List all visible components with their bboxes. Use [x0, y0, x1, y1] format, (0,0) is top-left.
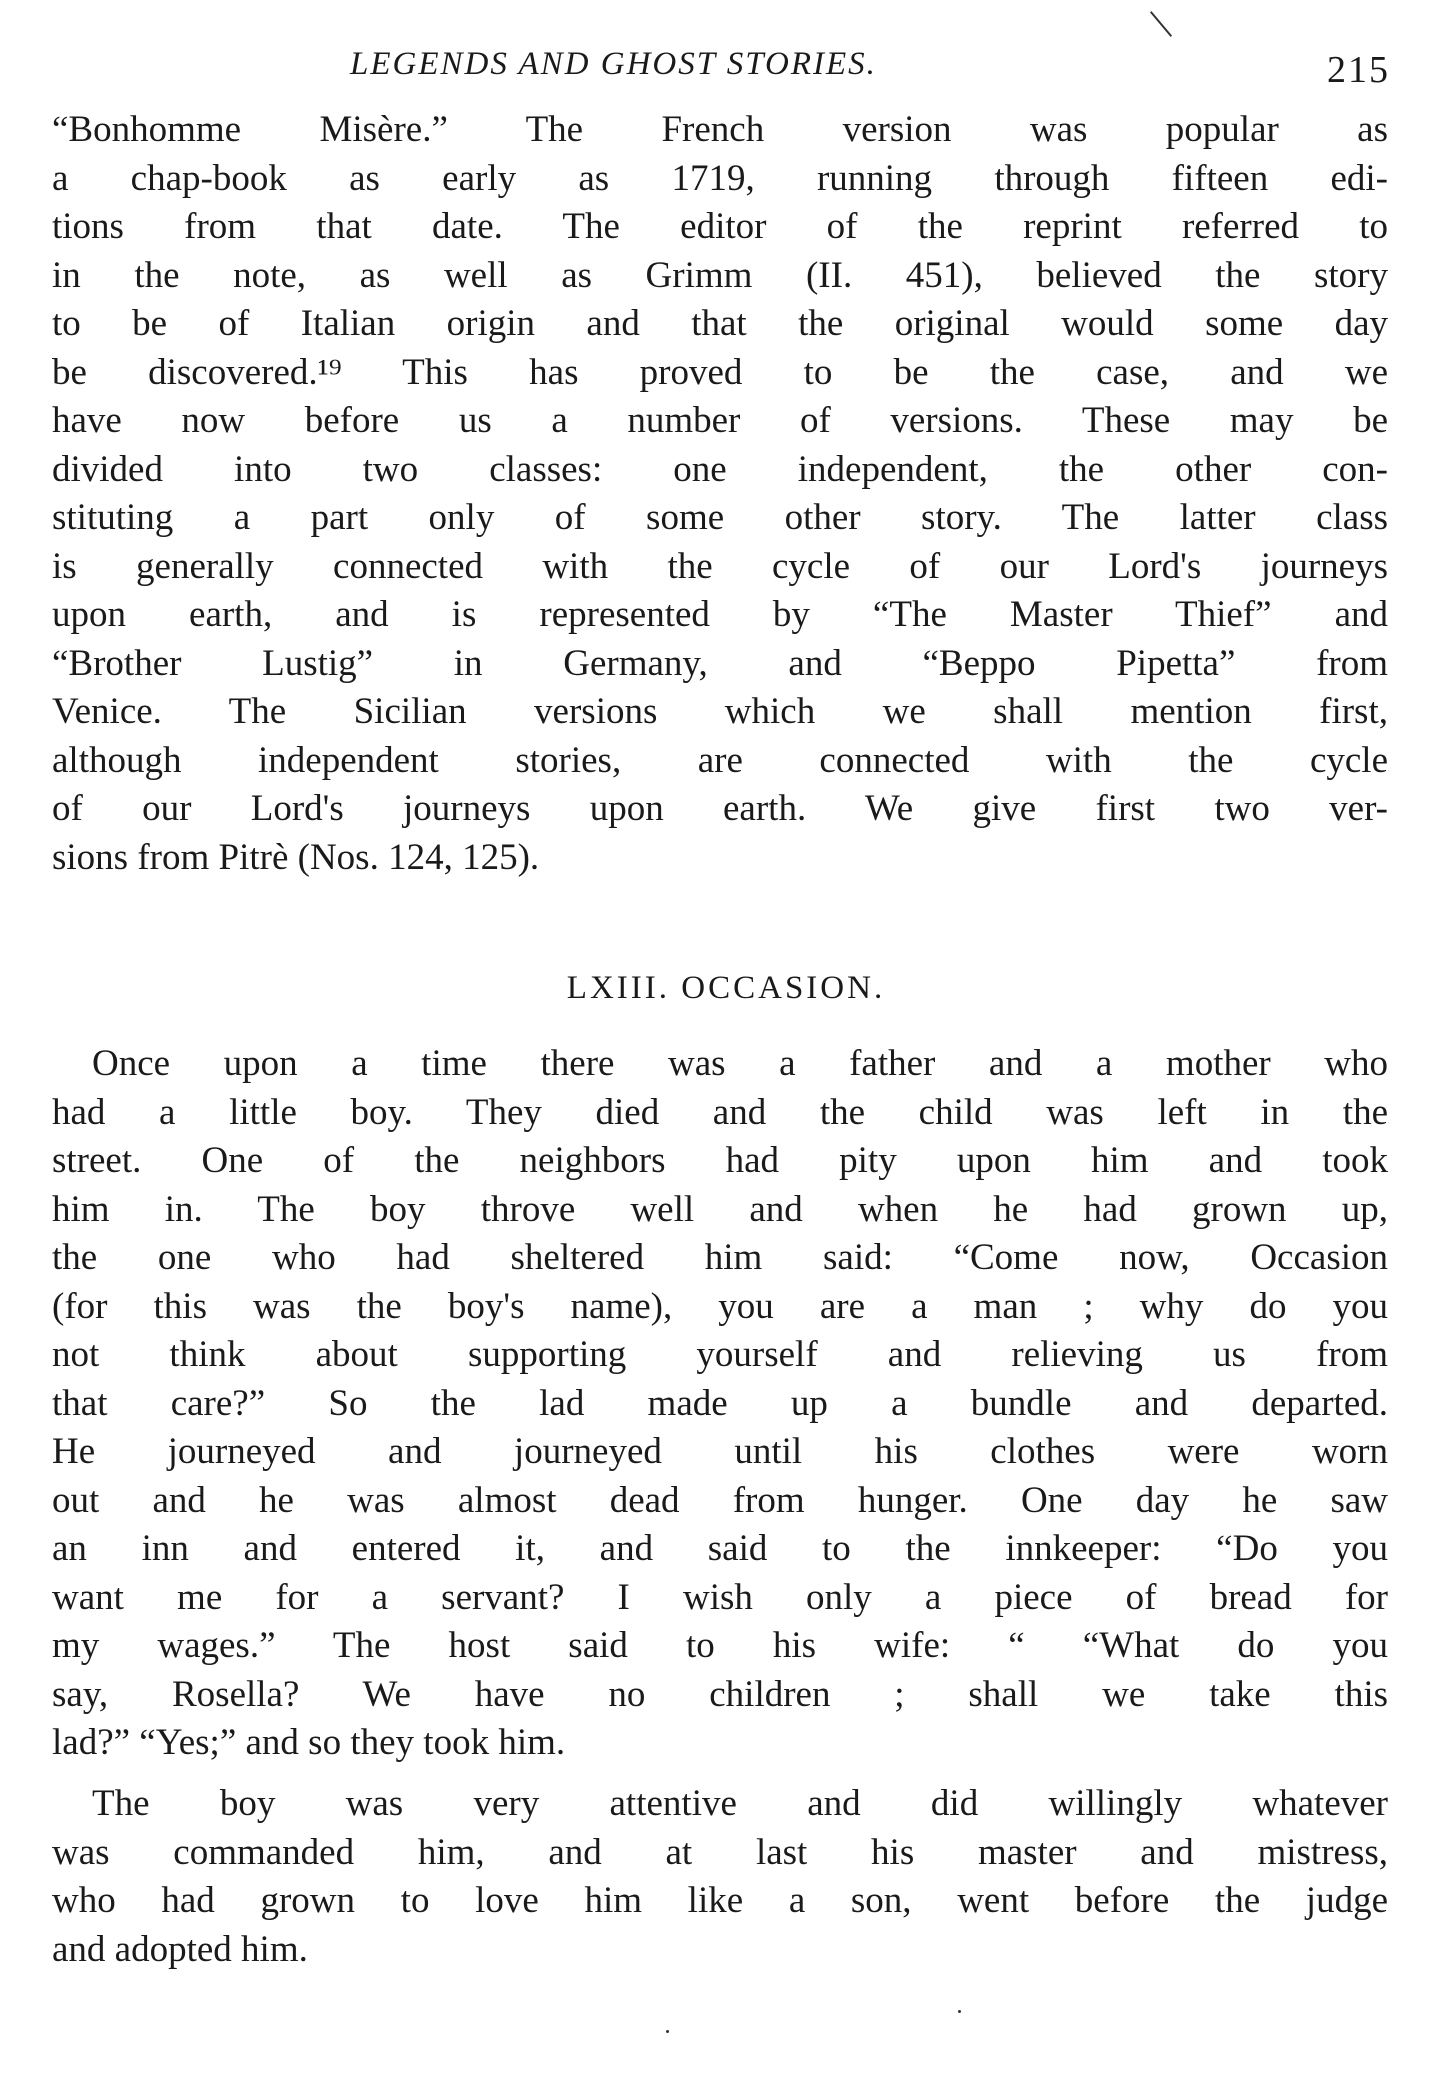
text-line: “Brother Lustig” in Germany, and “Beppo Pipetta” from	[52, 642, 1388, 684]
text-line: had a little boy. They died and the child was left in the	[52, 1091, 1388, 1133]
text-line: He journeyed and journeyed until his clothes were worn	[52, 1431, 1388, 1472]
text-line: divided into two classes: one independent, the other con-	[52, 448, 1388, 490]
text-line: out and he was almost dead from hunger. One day he saw	[52, 1479, 1388, 1521]
stray-mark	[958, 2010, 961, 2013]
running-title: LEGENDS AND GHOST STORIES.	[350, 46, 877, 82]
running-header	[50, 40, 1390, 100]
stray-mark	[1150, 11, 1172, 37]
text-line: sions from Pitrè (Nos. 124, 125).	[52, 836, 540, 878]
text-line: a chap-book as early as 1719, running through fifteen edi-	[52, 157, 1388, 199]
text-line: not think about supporting yourself and relieving us from	[52, 1334, 1388, 1375]
text-line: tions from that date. The editor of the reprint referred to	[52, 206, 1388, 247]
text-line: “Bonhomme Misère.” The French version was popular as	[52, 109, 1388, 150]
text-line: upon earth, and is represented by “The Master Thief” and	[52, 594, 1388, 635]
text-line: is generally connected with the cycle of our Lord's journeys	[52, 545, 1388, 587]
text-line: be discovered.¹⁹ This has proved to be the case, and we	[52, 351, 1388, 393]
story-paragraph-1	[52, 1040, 1388, 1768]
page-number: 215	[1327, 49, 1390, 91]
text-line: street. One of the neighbors had pity upon him and took	[52, 1140, 1388, 1181]
text-line: the one who had sheltered him said: “Come now, Occasion	[52, 1237, 1388, 1278]
text-line: of our Lord's journeys upon earth. We give first two ver-	[52, 788, 1388, 829]
text-line: stituting a part only of some other story. The latter class	[52, 497, 1388, 538]
text-line: although independent stories, are connected with the cycle	[52, 739, 1388, 781]
text-line: (for this was the boy's name), you are a man ; why do you	[52, 1285, 1388, 1327]
text-line: to be of Italian origin and that the original would some day	[52, 303, 1388, 344]
intro-paragraph	[52, 106, 1388, 882]
text-line: my wages.” The host said to his wife: “ “What do you	[52, 1625, 1388, 1666]
text-line: have now before us a number of versions. These may be	[52, 400, 1388, 441]
text-line: him in. The boy throve well and when he had grown up,	[52, 1188, 1388, 1230]
text-line: say, Rosella? We have no children ; shall we take this	[52, 1673, 1388, 1715]
stray-mark	[666, 2030, 669, 2033]
section-heading: LXIII. OCCASION.	[566, 970, 886, 1006]
text-line: an inn and entered it, and said to the innkeeper: “Do you	[52, 1528, 1388, 1569]
text-line: lad?” “Yes;” and so they took him.	[52, 1722, 566, 1763]
text-line: and adopted him.	[52, 1928, 308, 1970]
text-line: in the note, as well as Grimm (II. 451), believed the story	[52, 254, 1388, 296]
text-line: Once upon a time there was a father and a mother who	[92, 1043, 1388, 1084]
text-line: who had grown to love him like a son, went before the judge	[52, 1880, 1388, 1921]
text-line: Venice. The Sicilian versions which we shall mention first,	[52, 691, 1388, 732]
text-line: was commanded him, and at last his master and mistress,	[52, 1831, 1388, 1873]
story-paragraph-2	[52, 1780, 1388, 1974]
text-line: want me for a servant? I wish only a piece of bread for	[52, 1576, 1388, 1618]
text-line: The boy was very attentive and did willingly whatever	[92, 1783, 1388, 1824]
text-line: that care?” So the lad made up a bundle and departed.	[52, 1382, 1388, 1424]
